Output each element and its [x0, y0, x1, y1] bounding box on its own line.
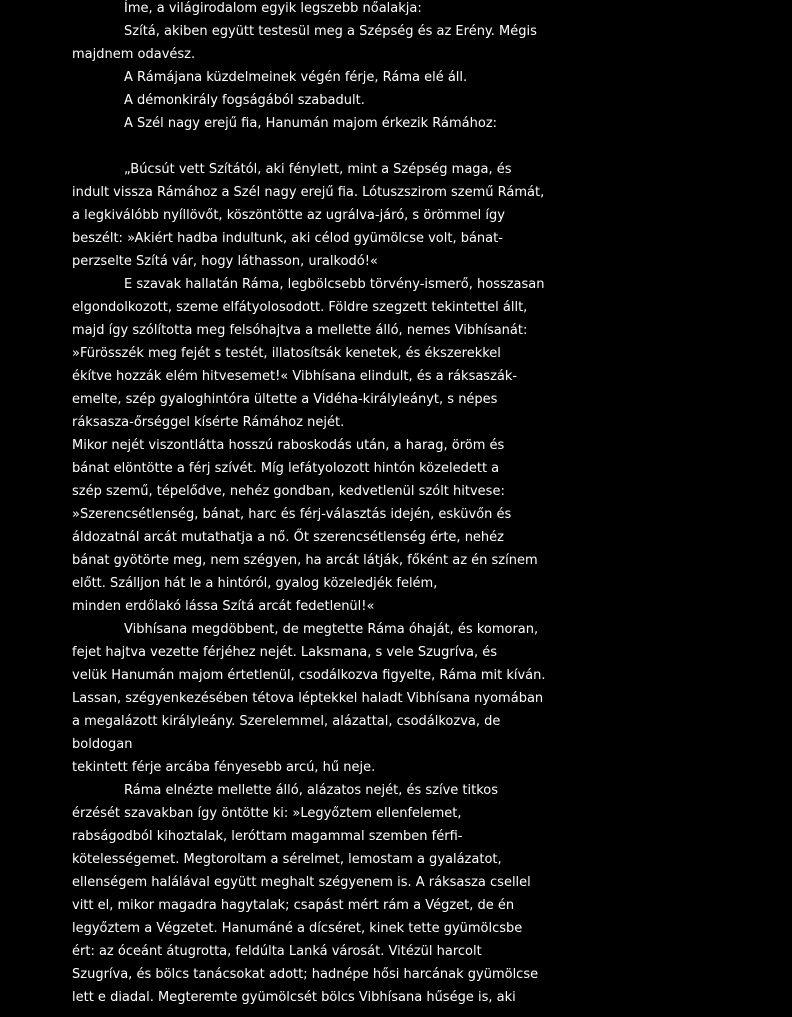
text-line: velük Hanumán majom értetlenül, csodálkozva figyelte, Ráma mit kíván. — [72, 668, 546, 683]
text-line: a legkiválóbb nyíllövőt, köszöntötte az ugrálva-járó, s örömmel így — [72, 208, 505, 223]
text-line: bánat gyötörte meg, nem szégyen, ha arcát látják, főként az én színem — [72, 553, 538, 568]
text-line: majd így szólította meg felsóhajtva a mellette álló, nemes Vibhísanát: — [72, 323, 528, 338]
text-line: fejet hajtva vezette férjéhez nejét. Laksmana, s vele Szugríva, és — [72, 645, 498, 660]
text-line: E szavak hallatán Ráma, legbölcsebb törvény-ismerő, hosszasan — [124, 277, 545, 292]
text-line: indult vissza Rámához a Szél nagy erejű fia. Lótuszszirom szemű Rámát, — [72, 185, 545, 200]
text-line: a megalázott királyleány. Szerelemmel, alázattal, csodálkozva, de — [72, 714, 501, 729]
text-line: Szugríva, és bölcs tanácsokat adott; hadnépe hősi harcának gyümölcse — [72, 967, 539, 982]
text-line: Lassan, szégyenkezésében tétova léptekkel haladt Vibhísana nyomában — [72, 691, 544, 706]
text-line: Szítá, akiben együtt testesül meg a Szépség és az Erény. Mégis — [124, 24, 537, 39]
text-line: szép szemű, tépelődve, nehéz gondban, kedvetlenül szólt hitvese: — [72, 484, 505, 499]
text-line: tekintett férje arcába fényesebb arcú, hű neje. — [72, 760, 376, 775]
text-line: beszélt: »Akiért hadba indultunk, aki célod gyümölcse volt, bánat- — [72, 231, 503, 246]
text-line: áldozatnál arcát mutathatja a nő. Őt szerencsétlenség érte, nehéz — [72, 530, 504, 545]
text-line: „Búcsút vett Szítától, aki fénylett, mint a Szépség maga, és — [124, 162, 512, 177]
text-line: kötelességemet. Megtoroltam a sérelmet, lemostam a gyalázatot, — [72, 852, 502, 867]
text-line: elgondolkozott, szeme elfátyolosodott. Földre szegzett tekintettel állt, — [72, 300, 528, 315]
text-line: lett e diadal. Megteremte gyümölcsét bölcs Vibhísana hűsége is, aki — [72, 990, 516, 1005]
text-line: rabságodból kihoztalak, leróttam magammal szemben férfi- — [72, 829, 463, 844]
text-line: Vibhísana megdöbbent, de megtette Ráma óhaját, és komoran, — [124, 622, 539, 637]
text-line: emelte, szép gyaloghintóra ültette a Vidéha-királyleányt, s népes — [72, 392, 498, 407]
text-line: érzését szavakban így öntötte ki: »Legyőztem ellenfelemet, — [72, 806, 462, 821]
text-line: ráksasza-őrséggel kísérte Rámához nejét. — [72, 415, 345, 430]
document-page — [72, 0, 546, 1009]
text-line: ékítve hozzák elém hitvesemet!« Vibhísana elindult, és a ráksaszák- — [72, 369, 518, 384]
text-line: legyőztem a Végzetet. Hanumáné a dícséret, kinek tette gyümölcsbe — [72, 921, 523, 936]
text-line: »Szerencsétlenség, bánat, harc és férj-választás idején, esküvőn és — [72, 507, 512, 522]
text-line: A Rámájana küzdelmeinek végén férje, Ráma elé áll. — [124, 70, 468, 85]
text-line: majdnem odavész. — [72, 47, 196, 62]
text-line: A démonkirály fogságából szabadult. — [124, 93, 365, 108]
text-line: Mikor nejét viszontlátta hosszú raboskodás után, a harag, öröm és — [72, 438, 505, 453]
text-line: ért: az óceánt átugrotta, feldúlta Lanká városát. Vitézül harcolt — [72, 944, 482, 959]
text-line: »Fürösszék meg fejét s testét, illatosítsák kenetek, és ékszerekkel — [72, 346, 501, 361]
text-line: A Szél nagy erejű fia, Hanumán majom érkezik Rámához: — [124, 116, 498, 131]
text-line: Íme, a világirodalom egyik legszebb nőalakja: — [124, 1, 422, 16]
text-line: minden erdőlakó lássa Szítá arcát fedetlenül!« — [72, 599, 375, 614]
blank-line — [72, 135, 532, 158]
text-line: perzselte Szítá vár, hogy láthasson, uralkodó!« — [72, 254, 378, 269]
text-line: bánat elöntötte a férj szívét. Míg lefátyolozott hintón közeledett a — [72, 461, 500, 476]
text-line: boldogan — [72, 737, 133, 752]
text-line: ellenségem halálával együtt meghalt szégyenem is. A ráksasza csellel — [72, 875, 531, 890]
text-line: előtt. Szálljon hát le a hintóról, gyalog közeledjék felém, — [72, 576, 438, 591]
text-line: vitt el, mikor magadra hagytalak; csapást mért rám a Végzet, de én — [72, 898, 515, 913]
text-line: Ráma elnézte mellette álló, alázatos nejét, és szíve titkos — [124, 783, 499, 798]
